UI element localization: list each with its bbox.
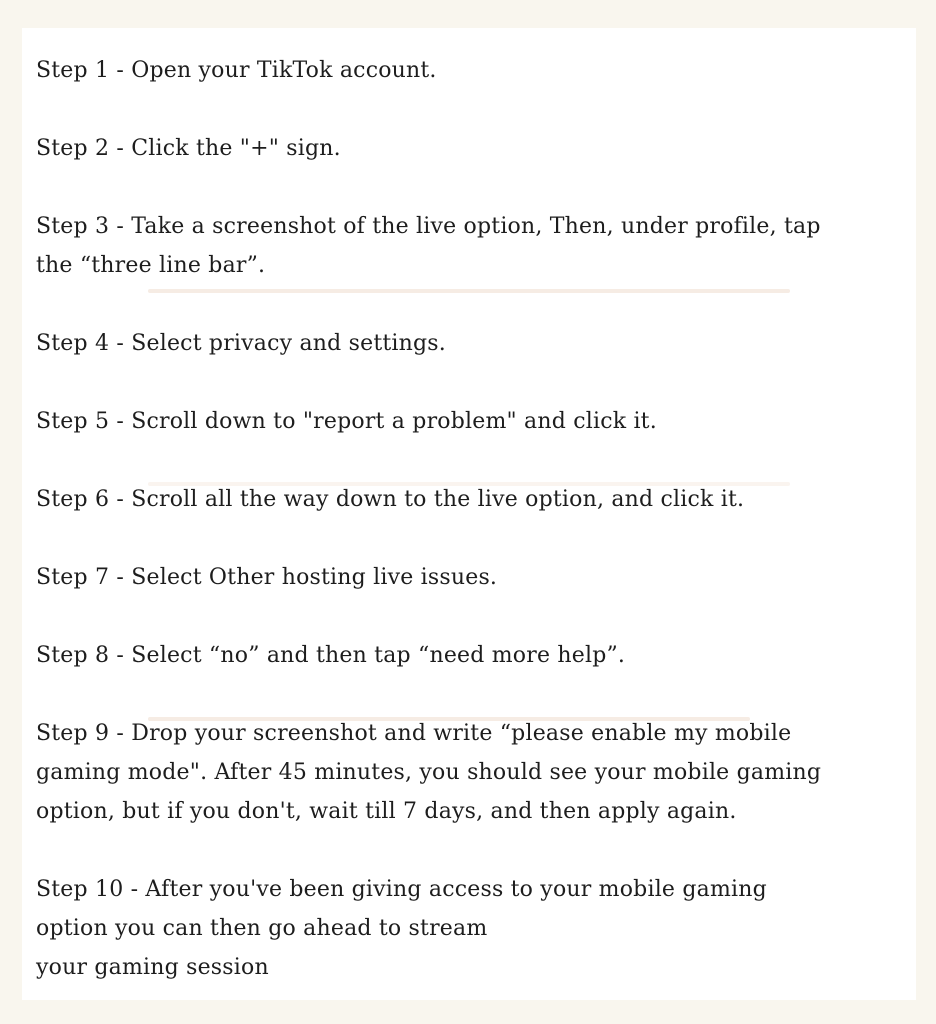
step-line: Step 4 - Select privacy and settings.: [36, 331, 446, 356]
steps-list: [36, 51, 908, 987]
step-line: Step 2 - Click the "+" sign.: [36, 136, 341, 161]
step-7: [36, 558, 908, 597]
step-10: [36, 870, 908, 987]
step-line: your gaming session: [36, 955, 269, 980]
step-line: Step 3 - Take a screenshot of the live option, Then, under profile, tap: [36, 214, 821, 239]
step-line: option, but if you don't, wait till 7 days, and then apply again.: [36, 799, 737, 824]
step-3: [36, 207, 908, 285]
step-line: Step 6 - Scroll all the way down to the live option, and click it.: [36, 487, 745, 512]
step-line: gaming mode". After 45 minutes, you should see your mobile gaming: [36, 760, 822, 785]
step-line: Step 7 - Select Other hosting live issues.: [36, 565, 498, 590]
step-line: Step 8 - Select “no” and then tap “need more help”.: [36, 643, 626, 668]
step-line: Step 1 - Open your TikTok account.: [36, 58, 437, 83]
instructions-card: [22, 28, 916, 1000]
step-line: the “three line bar”.: [36, 253, 266, 278]
step-line: Step 5 - Scroll down to "report a problem" and click it.: [36, 409, 657, 434]
step-line: option you can then go ahead to stream: [36, 916, 488, 941]
step-2: [36, 129, 908, 168]
step-1: [36, 51, 908, 90]
step-line: Step 9 - Drop your screenshot and write “please enable my mobile: [36, 721, 792, 746]
step-6: [36, 480, 908, 519]
step-9: [36, 714, 908, 831]
step-8: [36, 636, 908, 675]
step-line: Step 10 - After you've been giving access to your mobile gaming: [36, 877, 767, 902]
step-4: [36, 324, 908, 363]
step-5: [36, 402, 908, 441]
